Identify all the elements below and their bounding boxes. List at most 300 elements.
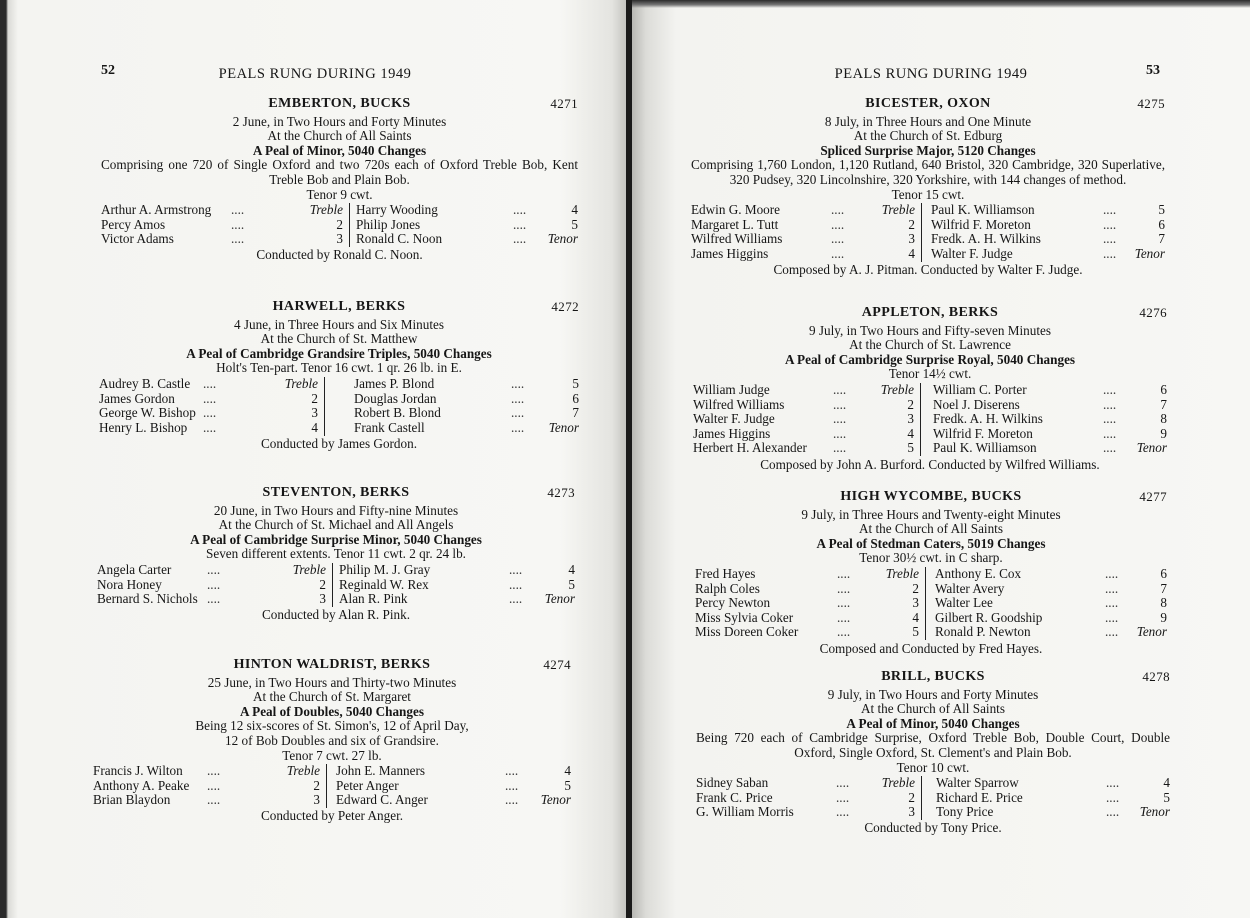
ringer-name: Sidney Saban xyxy=(696,775,769,791)
ringer-row xyxy=(695,596,1167,611)
peal-method: A Peal of Cambridge Surprise Royal, 5040 Changes xyxy=(784,351,1076,367)
leader-dots: .... xyxy=(1105,624,1119,640)
ringer-name: Anthony A. Peake xyxy=(93,777,190,793)
ringer-name: James P. Blond xyxy=(354,375,435,391)
peal-method: A Peal of Cambridge Surprise Minor, 5040 Changes xyxy=(190,531,482,547)
ringer-name: Francis J. Wilton xyxy=(93,763,183,779)
bell-label: 2 xyxy=(313,777,320,793)
peal-church: At the Church of All Saints xyxy=(861,701,1005,717)
ringer-name: Edwin G. Moore xyxy=(691,202,781,218)
ringer-name: William C. Porter xyxy=(933,381,1027,397)
bell-label: 3 xyxy=(908,231,915,247)
bell-label: 5 xyxy=(912,624,919,640)
peal-tenor: Tenor 14½ cwt. xyxy=(888,366,972,382)
ringer-name: William Judge xyxy=(693,381,770,397)
ringer-name: Victor Adams xyxy=(101,231,174,247)
peal-church: At the Church of St. Lawrence xyxy=(849,337,1011,353)
ringer-name: James Higgins xyxy=(691,245,769,261)
ringer-name: Wilfred Williams xyxy=(691,231,783,247)
column-rule xyxy=(324,377,325,392)
leader-dots: .... xyxy=(833,440,847,456)
peal-tenor: Tenor 15 cwt. xyxy=(891,186,965,202)
peal-composition-line: 12 of Bob Doubles and six of Grandsire. xyxy=(225,732,439,748)
leader-dots: .... xyxy=(837,595,851,611)
bell-label: 7 xyxy=(1160,396,1167,412)
column-rule xyxy=(921,805,922,820)
ringer-name: Bernard S. Nichols xyxy=(97,591,198,607)
leader-dots: .... xyxy=(837,565,851,581)
bell-label: Treble xyxy=(880,381,914,397)
peal-composition: Comprising 1,760 London, 1,120 Rutland, 640 Bristol, 320 Cambridge, 320 Superlative, 320 Pudsey, 320 Lincolnshire, 320 Yorkshire, with 144 changes of method. xyxy=(691,157,1165,187)
leader-dots: .... xyxy=(1106,775,1120,791)
leader-dots: .... xyxy=(833,411,847,427)
peal-church: At the Church of St. Margaret xyxy=(253,689,411,705)
column-rule xyxy=(920,383,921,398)
peal-place: BRILL, BUCKS xyxy=(881,669,985,684)
ringer-name: Percy Amos xyxy=(101,216,166,232)
column-rule xyxy=(921,203,922,218)
peal-number: 4276 xyxy=(1139,305,1167,320)
leader-dots: .... xyxy=(511,405,525,421)
column-rule xyxy=(925,611,926,626)
bell-label: 4 xyxy=(564,763,571,779)
ringer-name: Angela Carter xyxy=(97,561,172,577)
peal-place: HIGH WYCOMBE, BUCKS xyxy=(840,489,1022,504)
leader-dots: .... xyxy=(207,576,221,592)
right-page xyxy=(632,0,1250,918)
ringer-name: Ronald P. Newton xyxy=(935,624,1031,640)
bell-label: 3 xyxy=(313,792,320,808)
bell-label: 6 xyxy=(572,390,579,406)
peal-number: 4271 xyxy=(550,96,578,111)
column-rule xyxy=(324,406,325,421)
leader-dots: .... xyxy=(833,381,847,397)
ringer-row xyxy=(99,377,579,392)
ringer-name: Brian Blaydon xyxy=(93,792,171,808)
leader-dots: .... xyxy=(203,405,217,421)
peal-tenor: Seven different extents. Tenor 11 cwt. 2 qr. 24 lb. xyxy=(206,546,466,562)
ringer-name: Fred Hayes xyxy=(695,565,756,581)
column-rule xyxy=(925,582,926,597)
peal-composition: Being 720 each of Cambridge Surprise, Oxford Treble Bob, Double Court, Double Oxford, Single Oxford, St. Clement's and Plain Bob. xyxy=(696,730,1170,760)
column-rule xyxy=(349,232,350,247)
ringer-name: Walter F. Judge xyxy=(693,411,775,427)
column-rule xyxy=(921,776,922,791)
ringer-row xyxy=(693,441,1167,456)
leader-dots: .... xyxy=(509,576,523,592)
peal-number: 4275 xyxy=(1137,96,1165,111)
bell-label: 3 xyxy=(319,591,326,607)
leader-dots: .... xyxy=(207,777,221,793)
peal-date: 8 July, in Three Hours and One Minute xyxy=(824,113,1032,129)
ringer-name: Richard E. Price xyxy=(936,789,1023,805)
ringer-row xyxy=(693,412,1167,427)
leader-dots: .... xyxy=(831,231,845,247)
peal-conductor: Conducted by Ronald C. Noon. xyxy=(256,247,423,263)
ringer-name: Miss Sylvia Coker xyxy=(695,609,794,625)
leader-dots: .... xyxy=(509,591,523,607)
peal-record xyxy=(693,306,1167,473)
leader-dots: .... xyxy=(833,396,847,412)
bell-label: 5 xyxy=(1158,202,1165,218)
column-rule xyxy=(326,764,327,779)
bell-label: 5 xyxy=(571,216,578,232)
ringer-name: Robert B. Blond xyxy=(354,405,441,421)
leader-dots: .... xyxy=(1103,216,1117,232)
peal-record xyxy=(691,97,1165,278)
leader-dots: .... xyxy=(203,375,217,391)
bell-label: 4 xyxy=(571,202,578,218)
peal-footer: Composed by A. J. Pitman. Conducted by Walter F. Judge. xyxy=(773,262,1083,278)
ringer-name: Wilfrid F. Moreton xyxy=(931,216,1031,232)
bell-label: 3 xyxy=(907,411,914,427)
bell-label: 4 xyxy=(907,425,914,441)
ringer-name: Philip Jones xyxy=(356,216,421,232)
peal-record xyxy=(696,670,1170,836)
peal-method: A Peal of Doubles, 5040 Changes xyxy=(240,703,424,719)
ringer-name: Wilfred Williams xyxy=(693,396,785,412)
peal-place: APPLETON, BERKS xyxy=(861,305,999,320)
bell-label: 2 xyxy=(336,216,343,232)
leader-dots: .... xyxy=(207,561,221,577)
bell-label: Tenor xyxy=(548,419,579,435)
ringer-name: Peter Anger xyxy=(336,777,399,793)
ringer-name: Audrey B. Castle xyxy=(99,375,191,391)
leader-dots: .... xyxy=(836,804,850,820)
ringer-name: Walter F. Judge xyxy=(931,245,1013,261)
peal-record xyxy=(101,97,578,263)
ringers-table xyxy=(93,764,571,808)
peal-footer: Composed and Conducted by Fred Hayes. xyxy=(819,640,1043,656)
bell-label: 5 xyxy=(568,576,575,592)
peal-date: 25 June, in Two Hours and Thirty-two Minutes xyxy=(207,674,457,690)
peal-place: BICESTER, OXON xyxy=(865,96,991,111)
column-rule xyxy=(326,793,327,808)
ringers-table xyxy=(101,203,578,247)
leader-dots: .... xyxy=(836,789,850,805)
leader-dots: .... xyxy=(1103,381,1117,397)
leader-dots: .... xyxy=(831,202,845,218)
bell-label: Tenor xyxy=(547,231,578,247)
ringer-name: Gilbert R. Goodship xyxy=(935,609,1043,625)
column-rule xyxy=(349,218,350,233)
ringers-table xyxy=(97,563,575,607)
ringer-row xyxy=(101,203,578,218)
ringer-name: Percy Newton xyxy=(695,595,771,611)
leader-dots: .... xyxy=(1106,789,1120,805)
page-number: 53 xyxy=(1146,63,1160,78)
ringer-name: Nora Honey xyxy=(97,576,162,592)
ringer-name: James Higgins xyxy=(693,425,771,441)
ringer-name: Ralph Coles xyxy=(695,580,760,596)
ringers-table xyxy=(693,383,1167,457)
bell-label: 5 xyxy=(564,777,571,793)
peal-record xyxy=(695,490,1167,657)
peal-composition-line: Being 12 six-scores of St. Simon's, 12 of April Day, xyxy=(195,718,469,734)
leader-dots: .... xyxy=(1105,565,1119,581)
ringer-row xyxy=(693,383,1167,398)
bell-label: 3 xyxy=(912,595,919,611)
peal-method: A Peal of Cambridge Grandsire Triples, 5040 Changes xyxy=(186,345,492,361)
bell-label: 4 xyxy=(311,419,318,435)
leader-dots: .... xyxy=(1103,411,1117,427)
ringer-name: Fredk. A. H. Wilkins xyxy=(931,231,1041,247)
bell-label: 7 xyxy=(1160,580,1167,596)
leader-dots: .... xyxy=(511,419,525,435)
ringer-name: Herbert H. Alexander xyxy=(693,440,807,456)
leader-dots: .... xyxy=(231,216,245,232)
ringer-name: Anthony E. Cox xyxy=(935,565,1022,581)
ringer-name: Harry Wooding xyxy=(356,202,438,218)
peal-date: 9 July, in Two Hours and Forty Minutes xyxy=(827,686,1039,702)
leader-dots: .... xyxy=(505,792,519,808)
ringer-row xyxy=(93,764,571,779)
leader-dots: .... xyxy=(1106,804,1120,820)
peal-tenor: Tenor 7 cwt. 27 lb. xyxy=(282,747,382,763)
bell-label: 5 xyxy=(907,440,914,456)
ringer-row xyxy=(97,563,575,578)
ringer-name: Walter Avery xyxy=(935,580,1005,596)
ringer-row xyxy=(691,247,1165,262)
leader-dots: .... xyxy=(833,425,847,441)
ringer-name: Fredk. A. H. Wilkins xyxy=(933,411,1043,427)
column-rule xyxy=(925,567,926,582)
leader-dots: .... xyxy=(836,775,850,791)
peal-number: 4272 xyxy=(551,299,579,314)
ringer-row xyxy=(99,421,579,436)
column-rule xyxy=(332,563,333,578)
peal-date: 9 July, in Three Hours and Twenty-eight Minutes xyxy=(801,506,1061,522)
peal-date: 4 June, in Three Hours and Six Minutes xyxy=(233,316,444,332)
ringer-name: Miss Doreen Coker xyxy=(695,624,799,640)
bell-label: 8 xyxy=(1160,411,1167,427)
bell-label: 3 xyxy=(311,405,318,421)
ringer-name: John E. Manners xyxy=(336,763,426,779)
leader-dots: .... xyxy=(513,231,527,247)
bell-label: Treble xyxy=(284,375,318,391)
leader-dots: .... xyxy=(837,609,851,625)
ringer-name: G. William Morris xyxy=(696,804,794,820)
bell-label: Tenor xyxy=(1136,624,1167,640)
peal-number: 4274 xyxy=(543,657,571,672)
peal-footer: Conducted by Tony Price. xyxy=(864,820,1002,836)
peal-record xyxy=(99,300,579,452)
leader-dots: .... xyxy=(837,580,851,596)
peal-church: At the Church of All Saints xyxy=(859,521,1003,537)
leader-dots: .... xyxy=(207,763,221,779)
leader-dots: .... xyxy=(1103,440,1117,456)
leader-dots: .... xyxy=(511,390,525,406)
bell-label: 5 xyxy=(1163,789,1170,805)
ringer-row xyxy=(101,232,578,247)
leader-dots: .... xyxy=(203,390,217,406)
ringer-name: Ronald C. Noon xyxy=(356,231,443,247)
leader-dots: .... xyxy=(513,216,527,232)
leader-dots: .... xyxy=(203,419,217,435)
ringer-name: Frank C. Price xyxy=(696,789,773,805)
leader-dots: .... xyxy=(1103,245,1117,261)
bell-label: 2 xyxy=(907,396,914,412)
peal-conductor: Conducted by Peter Anger. xyxy=(260,808,404,824)
leader-dots: .... xyxy=(1103,425,1117,441)
peal-date: 20 June, in Two Hours and Fifty-nine Minutes xyxy=(213,502,459,518)
peal-composition: Comprising one 720 of Single Oxford and two 720s each of Oxford Treble Bob, Kent Treble Bob and Plain Bob. xyxy=(101,157,578,187)
bell-label: 4 xyxy=(568,561,575,577)
bell-label: 7 xyxy=(1158,231,1165,247)
column-rule xyxy=(921,232,922,247)
peal-church: At the Church of St. Matthew xyxy=(260,331,418,347)
bell-label: 4 xyxy=(1163,775,1170,791)
bell-label: Tenor xyxy=(1134,245,1165,261)
column-rule xyxy=(349,203,350,218)
ringer-name: Arthur A. Armstrong xyxy=(101,202,212,218)
bell-label: Treble xyxy=(881,202,915,218)
ringer-name: Margaret L. Tutt xyxy=(691,216,779,232)
ringer-name: Paul K. Williamson xyxy=(933,440,1037,456)
ringer-row xyxy=(93,793,571,808)
peal-tenor: Tenor 9 cwt. xyxy=(306,186,373,202)
bell-label: 4 xyxy=(908,245,915,261)
peal-tenor: Holt's Ten-part. Tenor 16 cwt. 1 qr. 26 lb. in E. xyxy=(216,360,462,376)
ringers-table xyxy=(691,203,1165,262)
ringer-name: Frank Castell xyxy=(354,419,425,435)
peal-church: At the Church of All Saints xyxy=(267,128,412,144)
column-rule xyxy=(326,779,327,794)
ringer-row xyxy=(99,406,579,421)
peal-place: HINTON WALDRIST, BERKS xyxy=(233,657,431,672)
bell-label: 6 xyxy=(1158,216,1165,232)
column-rule xyxy=(920,412,921,427)
ringer-name: Reginald W. Rex xyxy=(339,576,429,592)
peal-church: At the Church of St. Michael and All Angels xyxy=(218,517,454,533)
ringers-table xyxy=(696,776,1170,820)
ringer-row xyxy=(695,625,1167,640)
leader-dots: .... xyxy=(1103,231,1117,247)
ringer-name: Noel J. Diserens xyxy=(933,396,1020,412)
bell-label: Treble xyxy=(286,763,320,779)
bell-label: 5 xyxy=(572,375,579,391)
bell-label: 8 xyxy=(1160,595,1167,611)
leader-dots: .... xyxy=(1103,202,1117,218)
leader-dots: .... xyxy=(207,591,221,607)
bell-label: Tenor xyxy=(544,591,575,607)
page-number: 52 xyxy=(101,63,115,78)
peal-method: A Peal of Minor, 5040 Changes xyxy=(846,715,1020,731)
leader-dots: .... xyxy=(831,245,845,261)
peal-date: 9 July, in Two Hours and Fifty-seven Minutes xyxy=(809,322,1051,338)
bell-label: 7 xyxy=(572,405,579,421)
ringer-name: Alan R. Pink xyxy=(339,591,408,607)
peal-church: At the Church of St. Edburg xyxy=(853,128,1003,144)
bell-label: 3 xyxy=(336,231,343,247)
running-head: PEALS RUNG DURING 1949 xyxy=(834,66,1028,82)
bell-label: 6 xyxy=(1160,565,1167,581)
ringer-name: Tony Price xyxy=(936,804,994,820)
ringer-row xyxy=(695,567,1167,582)
leader-dots: .... xyxy=(207,792,221,808)
leader-dots: .... xyxy=(505,777,519,793)
peal-date: 2 June, in Two Hours and Forty Minutes xyxy=(232,113,447,129)
leader-dots: .... xyxy=(509,561,523,577)
peal-method: A Peal of Minor, 5040 Changes xyxy=(252,142,427,158)
peal-place: HARWELL, BERKS xyxy=(272,299,406,314)
ringer-name: Walter Sparrow xyxy=(936,775,1019,791)
bell-label: 2 xyxy=(908,216,915,232)
bell-label: 2 xyxy=(912,580,919,596)
leader-dots: .... xyxy=(513,202,527,218)
ringer-name: Henry L. Bishop xyxy=(99,419,188,435)
leader-dots: .... xyxy=(1105,609,1119,625)
peal-tenor: Tenor 30½ cwt. in C sharp. xyxy=(859,550,1003,566)
leader-dots: .... xyxy=(1105,595,1119,611)
bell-label: 6 xyxy=(1160,381,1167,397)
bell-label: Treble xyxy=(292,561,326,577)
peal-number: 4273 xyxy=(547,485,575,500)
peal-method: A Peal of Stedman Caters, 5019 Changes xyxy=(816,535,1046,551)
bell-label: 2 xyxy=(908,789,915,805)
column-rule xyxy=(920,427,921,442)
column-rule xyxy=(920,441,921,456)
peal-footer: Composed by John A. Burford. Conducted by Wilfred Williams. xyxy=(760,456,1100,472)
ringer-name: George W. Bishop xyxy=(99,405,196,421)
bell-label: 4 xyxy=(912,609,919,625)
peal-number: 4277 xyxy=(1139,489,1167,504)
peal-place: STEVENTON, BERKS xyxy=(262,485,410,500)
leader-dots: .... xyxy=(837,624,851,640)
column-rule xyxy=(925,596,926,611)
column-rule xyxy=(925,625,926,640)
ringer-name: Walter Lee xyxy=(935,595,993,611)
bell-label: Tenor xyxy=(1139,804,1170,820)
ringer-row xyxy=(696,805,1170,820)
bell-label: 2 xyxy=(319,576,326,592)
peal-tenor: Tenor 10 cwt. xyxy=(896,759,970,775)
column-rule xyxy=(332,592,333,607)
column-rule xyxy=(921,218,922,233)
peal-record xyxy=(93,658,571,824)
ringer-row xyxy=(97,592,575,607)
column-rule xyxy=(324,392,325,407)
peal-place: EMBERTON, BUCKS xyxy=(268,96,411,111)
ringer-name: Philip M. J. Gray xyxy=(339,561,431,577)
peal-conductor: Conducted by James Gordon. xyxy=(260,435,418,451)
leader-dots: .... xyxy=(231,231,245,247)
leader-dots: .... xyxy=(1103,396,1117,412)
ringers-table xyxy=(99,377,579,436)
leader-dots: .... xyxy=(831,216,845,232)
column-rule xyxy=(920,398,921,413)
bell-label: 3 xyxy=(908,804,915,820)
column-rule xyxy=(921,791,922,806)
ringer-name: Paul K. Williamson xyxy=(931,202,1035,218)
column-rule xyxy=(324,421,325,436)
bell-label: 2 xyxy=(311,390,318,406)
ringer-name: James Gordon xyxy=(99,390,175,406)
peal-method: Spliced Surprise Major, 5120 Changes xyxy=(820,142,1036,158)
leader-dots: .... xyxy=(505,763,519,779)
column-rule xyxy=(921,247,922,262)
leader-dots: .... xyxy=(231,202,245,218)
bell-label: Treble xyxy=(885,565,919,581)
bell-label: Treble xyxy=(309,202,343,218)
bell-label: Tenor xyxy=(540,792,571,808)
ringer-name: Douglas Jordan xyxy=(354,390,437,406)
leader-dots: .... xyxy=(1105,580,1119,596)
ringer-row xyxy=(691,203,1165,218)
peal-conductor: Conducted by Alan R. Pink. xyxy=(262,606,410,622)
column-rule xyxy=(332,578,333,593)
ringers-table xyxy=(695,567,1167,641)
